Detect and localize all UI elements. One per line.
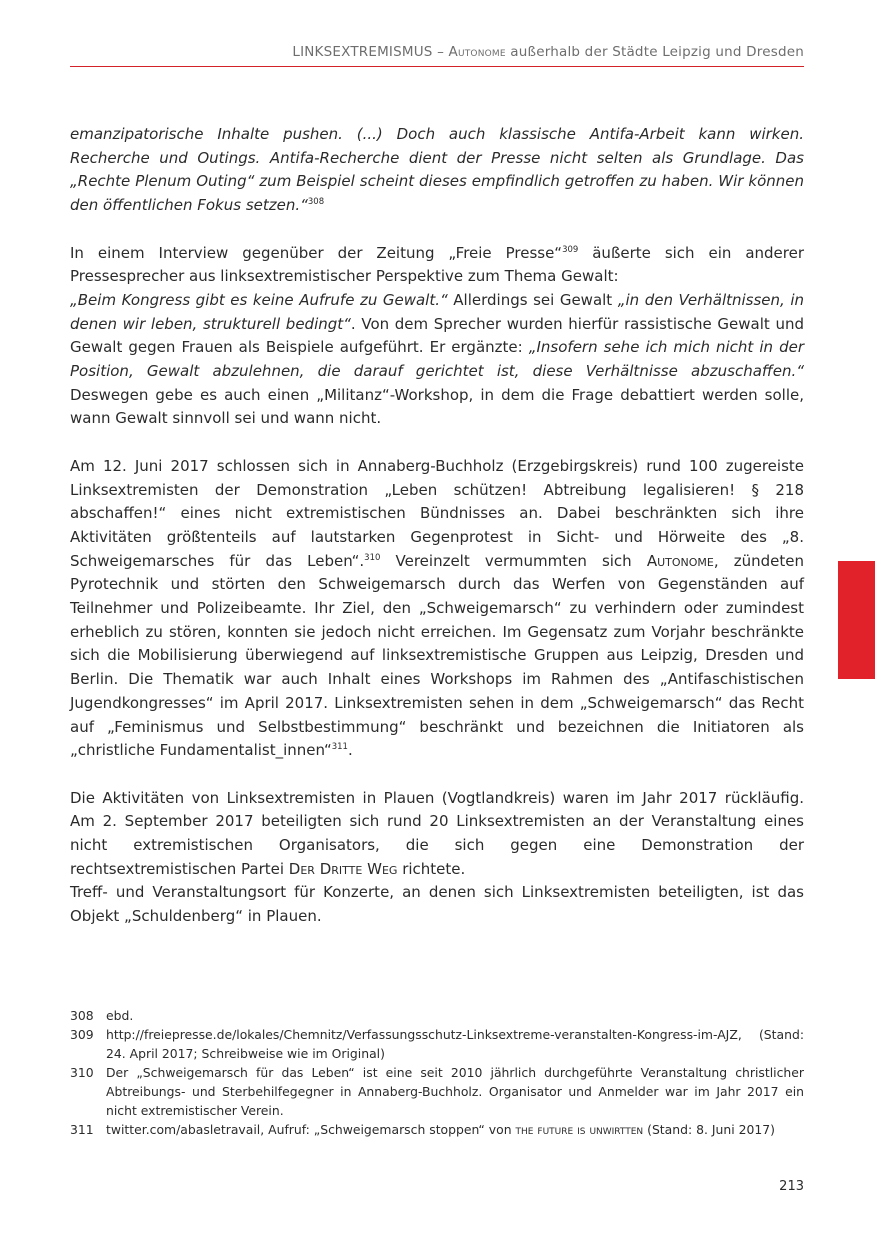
footnote-ref-310: 310 [364,552,381,563]
text-run: In einem Interview gegenüber der Zeitung „Freie Presse“ [70,243,563,262]
footnote-text: ebd. [106,1008,134,1023]
text-run: richtete. [397,859,466,878]
main-text [70,123,804,953]
footnote-number: 310 [70,1065,94,1080]
footnote-ref-309: 309 [562,244,579,255]
footnote-number: 309 [70,1027,94,1042]
header-dash: – [432,44,449,60]
footnote-text: Der „Schweigemarsch für das Leben“ ist eine seit 2010 jährlich durchgeführte Veranstaltung christlicher Abtreibungs- und Sterbehilfegegner in Annaberg-Buchholz. Organisator und Anmelder war im Jahr 2017 ein nicht extremistischer Verein. [106,1065,804,1118]
smallcaps-run: Autonome [646,551,714,570]
text-run: twitter.com/abasletravail, Aufruf: „Schweigemarsch stoppen“ von [106,1122,516,1137]
text-run: . [347,741,353,760]
running-header [70,44,804,60]
smallcaps-run: the future is unwirtten [515,1122,644,1137]
header-title: LINKSEXTREMISMUS [292,44,433,60]
page-number: 213 [779,1179,804,1194]
footnote-308 [70,1006,804,1025]
text-run: Vereinzelt vermummten sich [380,551,647,570]
paragraph-schuldenberg [70,881,804,928]
footnote-309 [70,1025,804,1063]
paragraph-violence-quotes [70,289,804,431]
chapter-tab-marker [838,561,875,679]
paragraph-quote-continuation [70,123,804,218]
paragraph-plauen [70,787,804,882]
paragraph-interview [70,242,804,289]
smallcaps-run: Der Dritte Weg [288,859,398,878]
text-run: . Von dem Sprecher wurden hierfür rassistische Gewalt und Gewalt gegen Frauen als Beispiele aufgeführt. Er ergänzte: [70,314,804,357]
header-subtitle: außerhalb der Städte Leipzig und Dresden [505,44,804,60]
quote-run: „Beim Kongress gibt es keine Aufrufe zu Gewalt.“ [70,290,448,309]
header-subtitle-smallcaps: Autonome [448,44,506,60]
footnote-311 [70,1120,804,1139]
footnote-ref-308: 308 [307,197,325,208]
footnote-text: http://freiepresse.de/lokales/Chemnitz/Verfassungsschutz-Linksextreme-veranstalten-Kongress-im-AJZ, (Stand: 24. April 2017; Schreibweise wie im Original) [106,1027,804,1061]
text-run: äußerte sich ein anderer Pressesprecher aus linksextremistischer Perspektive zum Thema Gewalt: [70,243,804,286]
text-run: Deswegen gebe es auch einen „Militanz“-Workshop, in dem die Frage debattiert werden solle, wann Gewalt sinnvoll sei und wann nicht. [70,385,804,428]
quote-run: „in den Verhältnissen, in denen wir leben, strukturell bedingt“ [70,290,805,333]
text-run: Die Aktivitäten von Linksextremisten in Plauen (Vogtlandkreis) waren im Jahr 2017 rückläufig. Am 2. September 2017 beteiligten sich rund 20 Linksextremisten an der Veranstaltung eines nicht extremistischen Organisators, die sich gegen eine Demonstration der rechtsextremistischen Partei [70,788,804,878]
quote-run: „Insofern sehe ich mich nicht in der Position, Gewalt abzulehnen, die darauf gerichtet ist, diese Verhältnisse abzuschaffen.“ [70,338,804,381]
paragraph-annaberg [70,455,804,763]
text-run: (Stand: 8. Juni 2017) [643,1122,775,1137]
text-run: Treff- und Veranstaltungsort für Konzerte, an denen sich Linksextremisten beteiligten, ist das Objekt „Schuldenberg“ in Plauen. [70,883,804,926]
footnote-text [106,1120,804,1139]
text-run: Allerdings sei Gewalt [447,290,618,309]
footnote-number: 311 [70,1122,94,1137]
text-run: , zündeten Pyrotechnik und störten den Schweigemarsch durch das Werfen von Gegenständen auf Teilnehmer und Polizeibeamte. Ihr Ziel, den „Schweigemarsch“ zu verhindern oder zumindest erheblich zu stören, konnten sie jedoch nicht erreichen. Im Gegensatz zum Vorjahr beschränkte sich die Mobilisierung überwiegend auf linksextremistische Gruppen aus Leipzig, Dresden und Berlin. Die Thematik war auch Inhalt eines Workshops im Rahmen des „Antifaschistischen Jugendkongresses“ im April 2017. Linksextremisten sehen in dem „Schweigemarsch“ das Recht auf „Feminismus und Selbstbestimmung“ beschränkt und bezeichnen die Initiatoren als „christliche Fundamentalist_innen“ [70,551,804,760]
footnote-number: 308 [70,1008,94,1023]
footnote-310 [70,1063,804,1120]
footnote-ref-311: 311 [331,742,348,753]
header-rule [70,66,804,67]
text-run: Am 12. Juni 2017 schlossen sich in Annaberg-Buchholz (Erzgebirgskreis) rund 100 zugereiste Linksextremisten der Demonstration „Leben schützen! Abtreibung legalisieren! § 218 abschaffen!“ eines nicht extremistischen Bündnisses an. Dabei beschränkten sich ihre Aktivitäten größtenteils auf lautstarken Gegenprotest in Sicht- und Hörweite des „8. Schweigemarsches für das Leben“. [70,456,804,570]
footnotes [70,1006,804,1139]
quote-text: emanzipatorische Inhalte pushen. (...) Doch auch klassische Antifa-Arbeit kann wirken. Recherche und Outings. Antifa-Recherche dient der Presse nicht selten als Grundlage. Das „Rechte Plenum Outing“ zum Beispiel scheint dieses empfindlich getroffen zu haben. Wir können den öffentlichen Fokus setzen.“ [70,125,804,215]
